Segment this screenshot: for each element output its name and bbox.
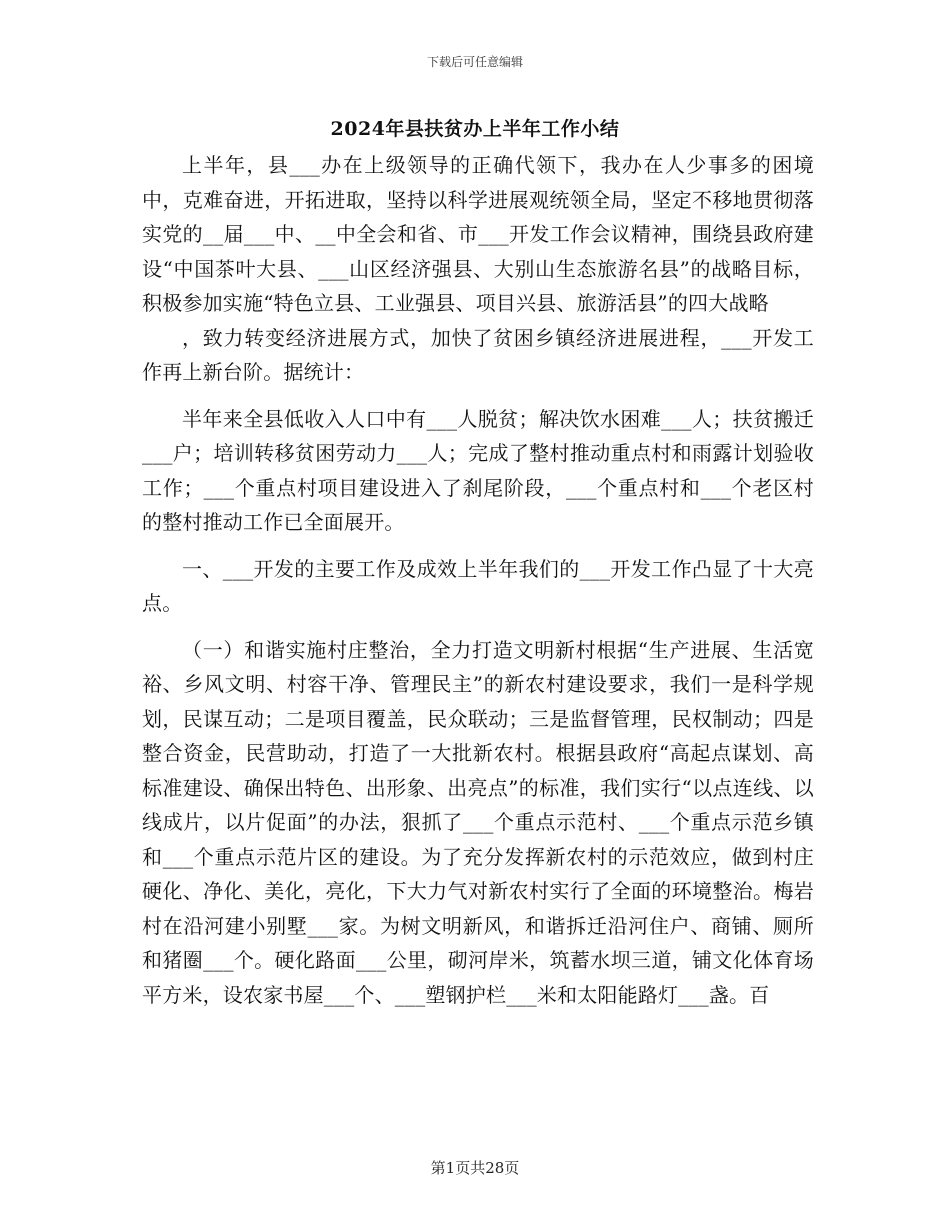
paragraph-4: 一、___开发的主要工作及成效上半年我们的___开发工作凸显了十大亮点。 [142, 556, 814, 615]
paragraph-2: ，致力转变经济进展方式，加快了贫困乡镇经济进展进程，___开发工作再上新台阶。据统计： [142, 325, 814, 384]
paragraph-3: 半年来全县低收入人口中有___人脱贫；解决饮水困难___人；扶贫搬迁___户；培训转移贫困劳动力___人；完成了整村推动重点村和雨露计划验收工作；___个重点村项目建设进入了刹尾阶段，___个重点村和___个老区村的整村推动工作已全面展开。 [142, 406, 814, 534]
page-header: 下载后可任意编辑 [426, 55, 523, 69]
document-title: 2024年县扶贫办上半年工作小结 [330, 118, 620, 140]
page-footer: 第1页共28页 [430, 1159, 520, 1177]
document-body [142, 148, 814, 1012]
paragraph-gap [142, 621, 814, 633]
paragraph-gap [142, 390, 814, 402]
paragraph-1: 上半年，县___办在上级领导的正确代领下，我办在人少事多的困境中，克难奋进，开拓进取，坚持以科学进展观统领全局，坚定不移地贯彻落实党的__届___中、__中全会和省、市___开发工作会议精神，围绕县政府建设“中国茶叶大县、___山区经济强县、大别山生态旅游名县”的战略目标，积极参加实施“特色立县、工业强县、项目兴县、旅游活县”的四大战略 [142, 153, 814, 315]
paragraph-gap [142, 540, 814, 552]
paragraph-5: （一）和谐实施村庄整治，全力打造文明新村根据“生产进展、生活宽裕、乡风文明、村容干净、管理民主”的新农村建设要求，我们一是科学规划，民谋互动；二是项目覆盖，民众联动；三是监督管理，民权制动；四是整合资金，民营助动，打造了一大批新农村。根据县政府“高起点谋划、高标准建设、确保出特色、出形象、出亮点”的标准，我们实行“以点连线、以线成片，以片促面”的办法，狠抓了___个重点示范村、___个重点示范乡镇和___个重点示范片区的建设。为了充分发挥新农村的示范效应，做到村庄硬化、净化、美化，亮化，下大力气对新农村实行了全面的环境整治。梅岩村在沿河建小别墅___家。为树文明新风，和谐拆迁沿河住户、商铺、厕所和猪圈___个。硬化路面___公里，砌河岸米，筑蓄水坝三道，铺文化体育场平方米，设农家书屋___个、___塑钢护栏___米和太阳能路灯___盏。百 [142, 637, 814, 1007]
